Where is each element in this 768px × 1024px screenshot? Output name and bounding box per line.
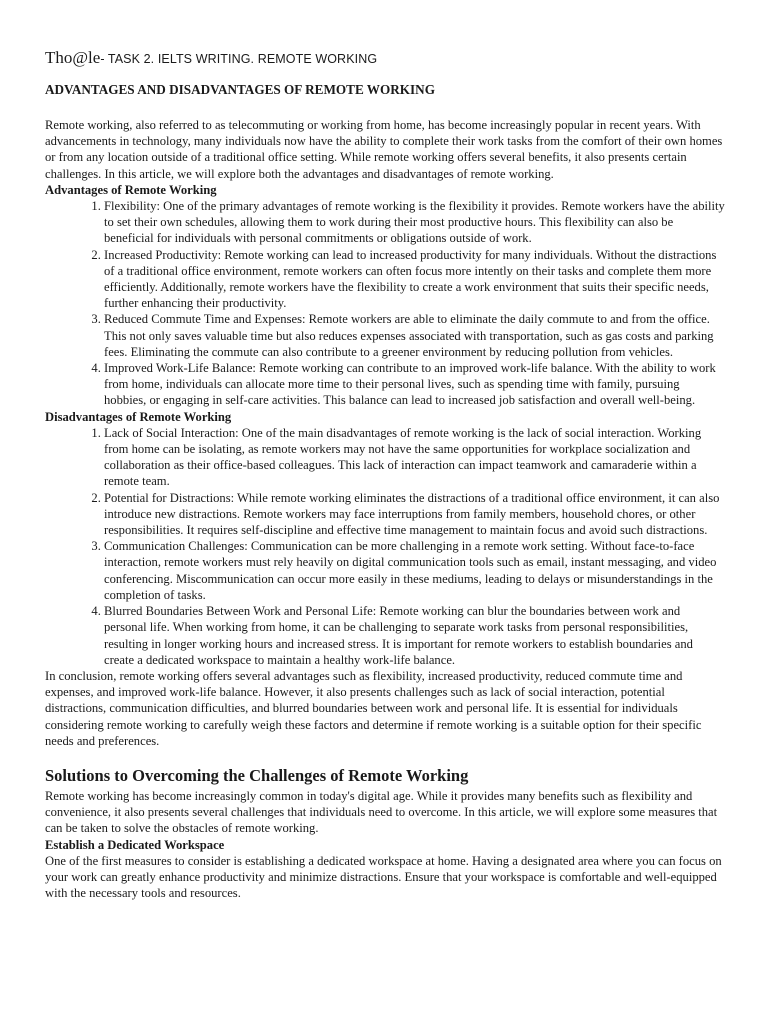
workspace-paragraph: One of the first measures to consider is establishing a dedicated workspace at home. Having a designated area where you can focus on your work can greatly enhance productivity and minimize distractions. Ensure that your workspace is comfortable and well-equipped with the necessary tools and resources. — [45, 853, 722, 901]
intro-paragraph: Remote working, also referred to as telecommuting or working from home, has become increasingly popular in recent years. With advancements in technology, many individuals now have the ability to complete their work tasks from the comfort of their own homes or from any location outside of a traditional office setting. While remote working offers several benefits, it also presents certain challenges. In this article, we will explore both the advantages and disadvantages of remote working. — [45, 118, 723, 181]
solutions-intro: Remote working has become increasingly common in today's digital age. While it provides many benefits such as flexibility and convenience, it also presents several challenges that individuals need to overcome. In this article, we will explore some measures that can be taken to solve the obstacles of remote working. — [45, 788, 718, 836]
disadvantages-list — [45, 425, 725, 668]
document-page — [45, 46, 725, 901]
list-item: 3. Reduced Commute Time and Expenses: Remote workers are able to eliminate the daily commute to and from the office. This not only saves valuable time but also reduces expenses associated with transportation, such as gas costs and parking fees. Eliminating the commute can also contribute to a greener environment by reducing pollution from vehicles. — [104, 311, 725, 360]
header-brand: Tho@le — [45, 48, 101, 67]
list-item: 2. Increased Productivity: Remote working can lead to increased productivity for many individuals. Without the distractions of a traditional office environment, remote workers can often focus more intently on their tasks and complete them more efficiently. Additionally, remote workers have the flexibility to create a work environment that suits their specific needs, further enhancing their productivity. — [104, 247, 725, 312]
list-item: 1. Lack of Social Interaction: One of the main disadvantages of remote working is the lack of social interaction. Working from home can be isolating, as remote workers may not have the same opportunities for workplace socialization and collaboration as their office-based colleagues. This lack of interaction can impact teamwork and camaraderie within a remote team. — [104, 425, 725, 490]
page-header — [45, 46, 725, 71]
document-title: ADVANTAGES AND DISADVANTAGES OF REMOTE WORKING — [45, 82, 435, 97]
advantages-list — [45, 198, 725, 409]
conclusion-paragraph: In conclusion, remote working offers several advantages such as flexibility, increased productivity, reduced commute time and expenses, and improved work-life balance. However, it also presents challenges such as lack of social interaction, potential distractions, communication difficulties, and blurred boundaries between work and personal life. It is essential for individuals considering remote working to carefully weigh these factors and determine if remote working is a suitable option for their specific needs and preferences. — [45, 668, 702, 748]
disadvantages-heading: Disadvantages of Remote Working — [45, 409, 232, 424]
workspace-heading: Establish a Dedicated Workspace — [45, 837, 225, 852]
list-item: 3. Communication Challenges: Communication can be more challenging in a remote work setting. Without face-to-face interaction, remote workers must rely heavily on digital communication tools such as email, instant messaging, and video conferencing. Miscommunication can occur more easily in these mediums, leading to delays or misunderstandings in the completion of tasks. — [104, 538, 725, 603]
list-item: 1. Flexibility: One of the primary advantages of remote working is the flexibility it provides. Remote workers have the ability to set their own schedules, allowing them to work during their most productive hours. This flexibility can also be beneficial for individuals with personal commitments or obligations outside of work. — [104, 198, 725, 247]
header-subtitle: - TASK 2. IELTS WRITING. REMOTE WORKING — [100, 52, 378, 66]
advantages-heading: Advantages of Remote Working — [45, 182, 217, 197]
list-item: 4. Blurred Boundaries Between Work and Personal Life: Remote working can blur the boundaries between work and personal life. When working from home, it can be challenging to separate work tasks from personal responsibilities, resulting in longer working hours and increased stress. It is important for remote workers to establish boundaries and create a dedicated workspace to maintain a healthy work-life balance. — [104, 603, 725, 668]
list-item: 2. Potential for Distractions: While remote working eliminates the distractions of a traditional office environment, it can also introduce new distractions. Remote workers may face interruptions from family members, household chores, or other responsibilities. It requires self-discipline and effective time management to maintain focus and avoid such distractions. — [104, 490, 725, 539]
solutions-heading: Solutions to Overcoming the Challenges of Remote Working — [45, 765, 469, 785]
list-item: 4. Improved Work-Life Balance: Remote working can contribute to an improved work-life balance. With the ability to work from home, individuals can allocate more time to their personal lives, such as spending time with family, pursuing hobbies, or engaging in self-care activities. This balance can lead to increased job satisfaction and overall well-being. — [104, 360, 725, 409]
